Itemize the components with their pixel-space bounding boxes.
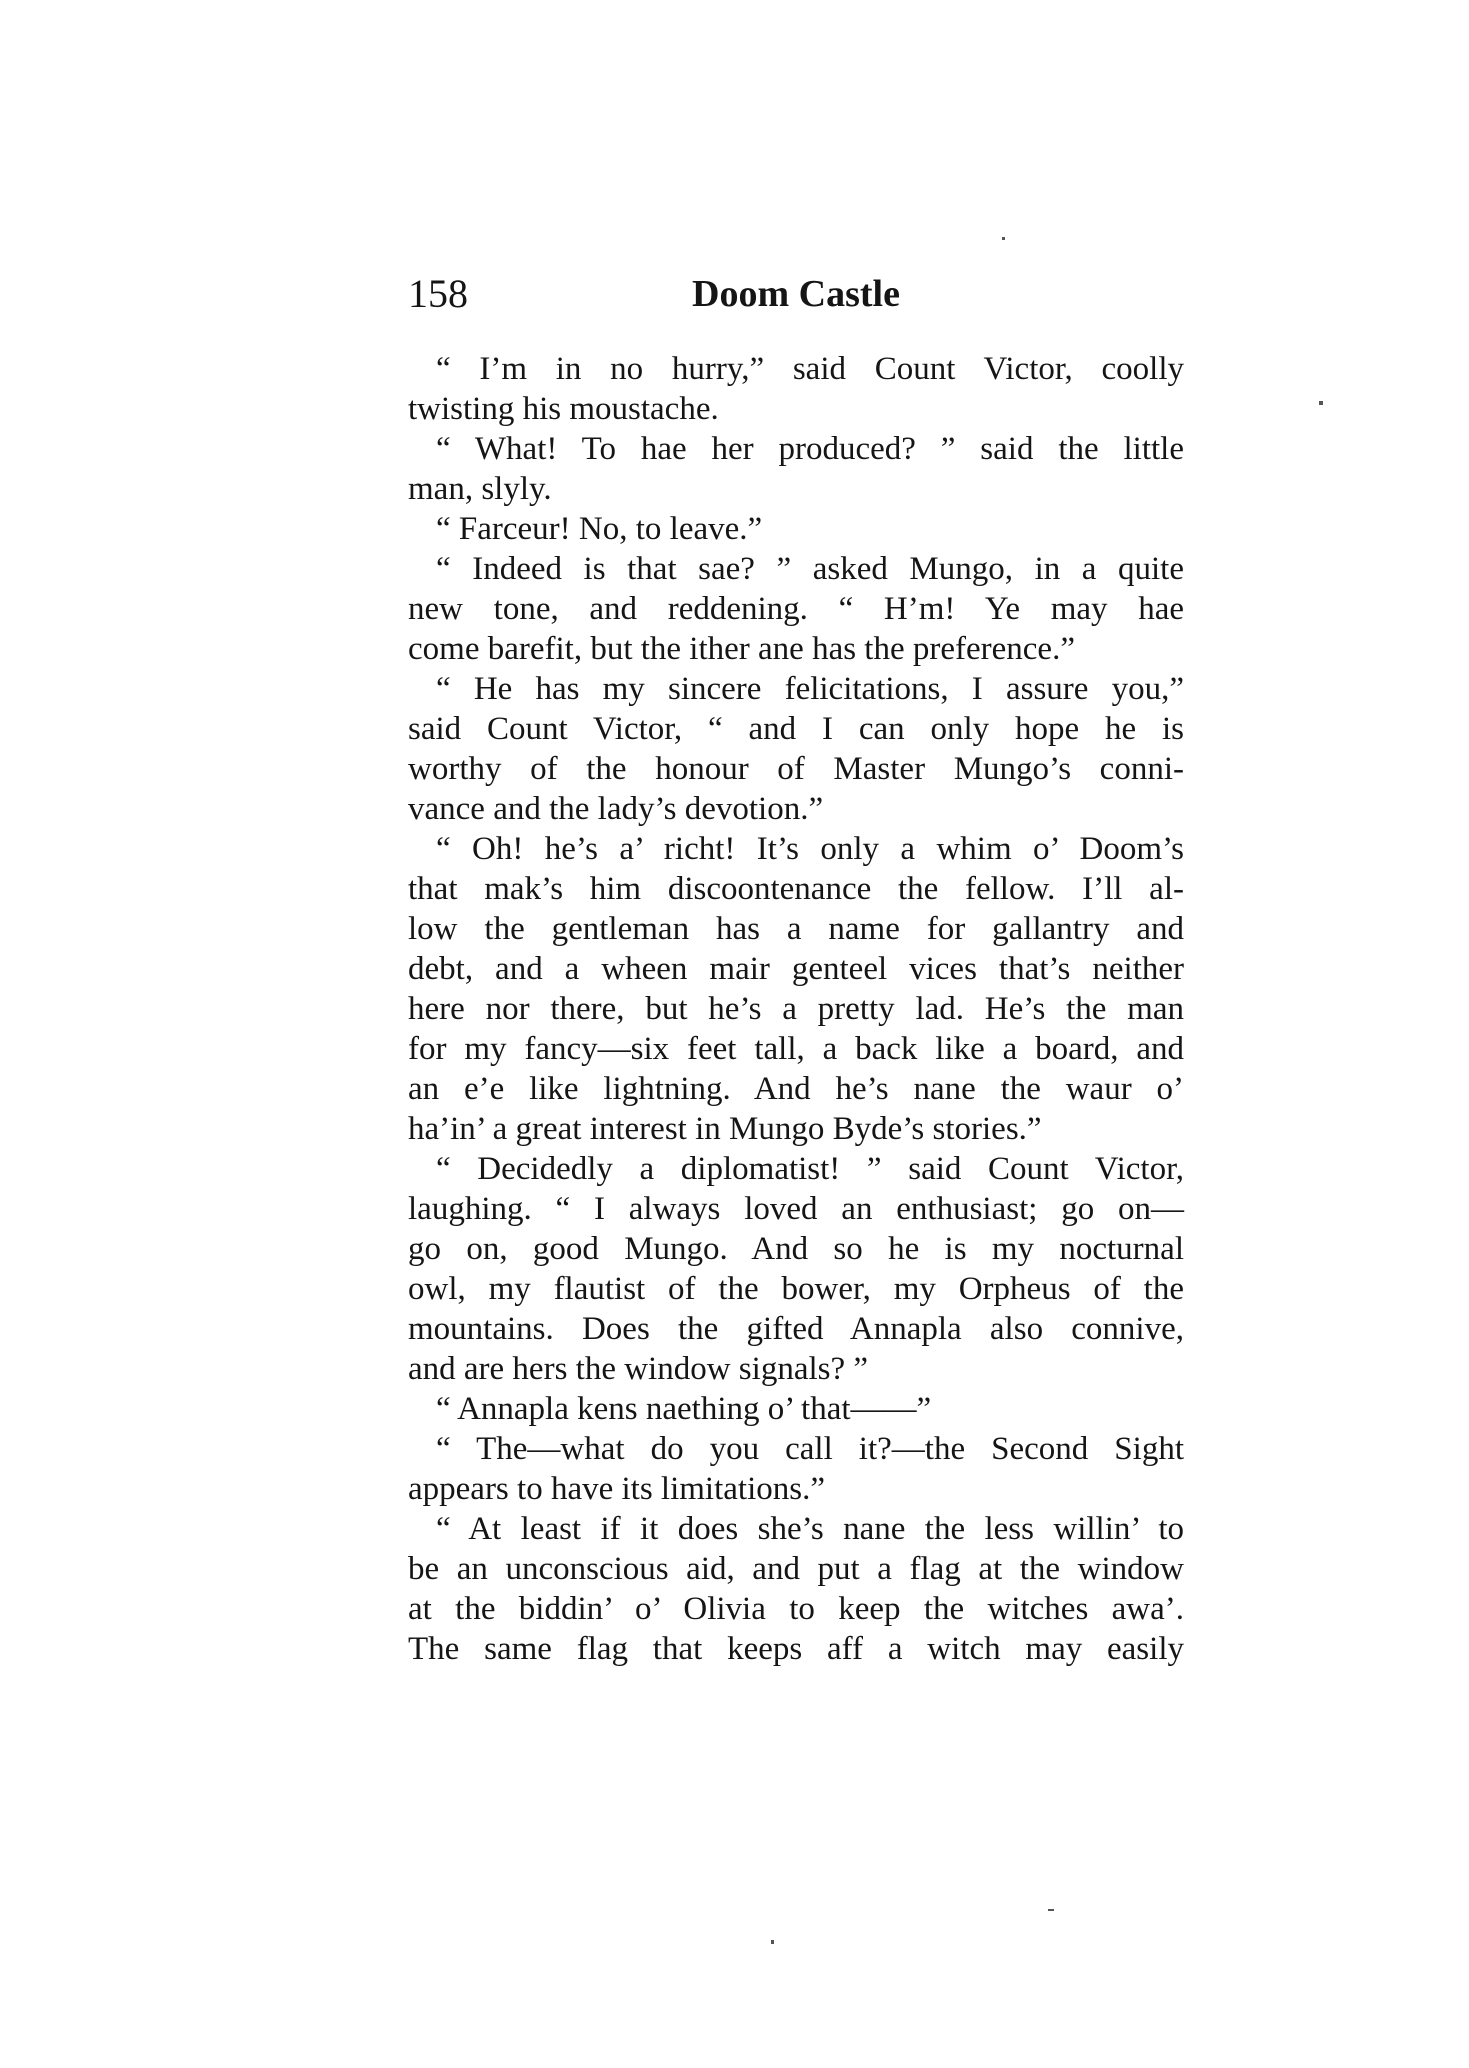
text-line: new tone, and reddening. “ H’m! Ye may hae [408,591,1184,627]
running-title: Doom Castle [692,273,900,315]
text-line: “ I’m in no hurry,” said Count Victor, coolly [436,351,1184,387]
text-line: “ Annapla kens naething o’ that——” [436,1391,932,1427]
text-line: for my fancy—six feet tall, a back like a board, and [408,1031,1184,1067]
text-line: laughing. “ I always loved an enthusiast; go on— [408,1191,1184,1227]
text-line: worthy of the honour of Master Mungo’s conni- [408,751,1184,787]
text-line: twisting his moustache. [408,391,719,427]
text-line: “ Indeed is that sae? ” asked Mungo, in a quite [436,551,1184,587]
text-line: and are hers the window signals? ” [408,1351,869,1387]
text-line: mountains. Does the gifted Annapla also connive, [408,1311,1184,1347]
text-line: at the biddin’ o’ Olivia to keep the witches awa’. [408,1591,1184,1627]
text-line: “ At least if it does she’s nane the less willin’ to [436,1511,1184,1547]
scan-speck [1319,401,1323,405]
body-text [408,349,1184,1669]
scan-speck [1002,237,1005,240]
page-number: 158 [408,271,468,316]
text-line: come barefit, but the ither ane has the preference.” [408,631,1075,667]
text-line: The same flag that keeps aff a witch may easily [408,1631,1184,1667]
text-line: here nor there, but he’s a pretty lad. He’s the man [408,991,1184,1027]
text-line: “ The—what do you call it?—the Second Sight [436,1431,1184,1467]
text-line: appears to have its limitations.” [408,1471,825,1507]
text-line: “ Decidedly a diplomatist! ” said Count Victor, [436,1151,1184,1187]
text-line: ha’in’ a great interest in Mungo Byde’s stories.” [408,1111,1042,1147]
text-line: said Count Victor, “ and I can only hope he is [408,711,1184,747]
text-line: “ He has my sincere felicitations, I assure you,” [436,671,1184,707]
text-line: vance and the lady’s devotion.” [408,791,824,827]
text-line: owl, my flautist of the bower, my Orpheus of the [408,1271,1184,1307]
text-line: an e’e like lightning. And he’s nane the waur o’ [408,1071,1184,1107]
text-line: man, slyly. [408,471,552,507]
text-line: “ Farceur! No, to leave.” [436,511,763,547]
scan-speck [1048,1909,1054,1911]
text-line: that mak’s him discoontenance the fellow. I’ll al- [408,871,1184,907]
text-line: debt, and a wheen mair genteel vices that’s neither [408,951,1184,987]
text-line: “ What! To hae her produced? ” said the little [436,431,1184,467]
text-line: be an unconscious aid, and put a flag at the window [408,1551,1184,1587]
text-line: go on, good Mungo. And so he is my nocturnal [408,1231,1184,1267]
text-line: “ Oh! he’s a’ richt! It’s only a whim o’ Doom’s [436,831,1184,867]
text-line: low the gentleman has a name for gallantry and [408,911,1184,947]
page-header [408,268,1184,320]
scan-speck [771,1940,774,1944]
